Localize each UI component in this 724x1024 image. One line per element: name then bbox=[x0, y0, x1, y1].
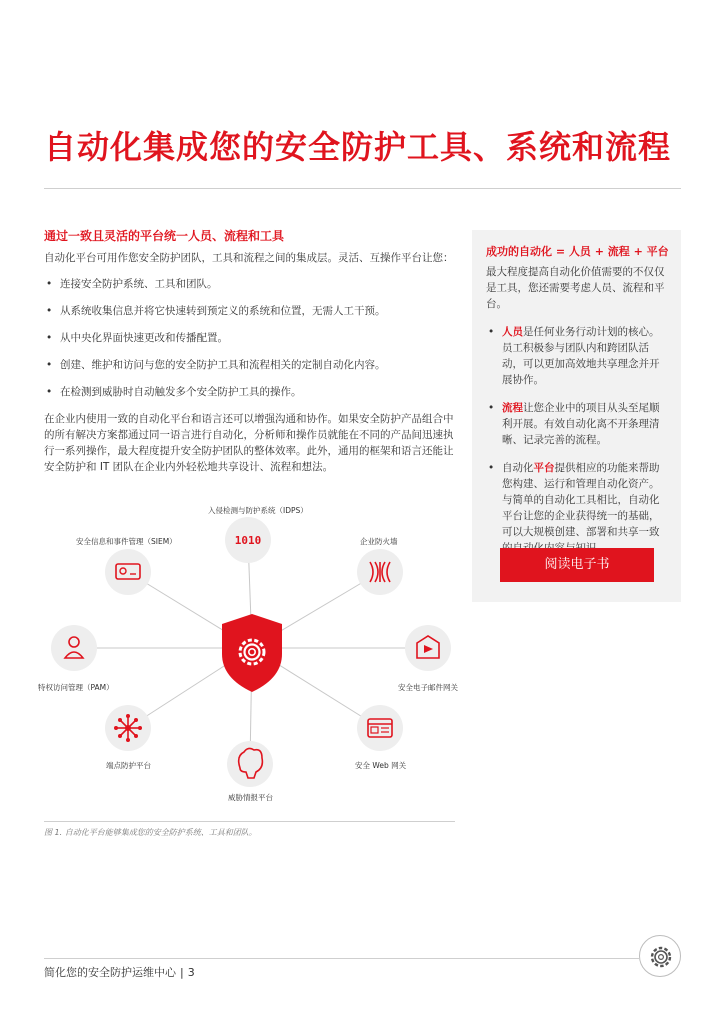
node-label-siem: 安全信息和事件管理（SIEM） bbox=[76, 537, 177, 546]
sidebar-item-process bbox=[486, 400, 667, 448]
list-item: • 在检测到威胁时自动触发多个安全防护工具的操作。 bbox=[44, 384, 456, 400]
svg-text:1010: 1010 bbox=[234, 534, 262, 547]
sidebar-callout bbox=[472, 230, 681, 602]
footer-divider bbox=[44, 958, 639, 959]
page-footer bbox=[44, 964, 195, 980]
section-subhead: 通过一致且灵活的平台统一人员、流程和工具 bbox=[44, 229, 285, 243]
footer-title: 简化您的安全防护运维中心 bbox=[44, 966, 176, 979]
page-number: 3 bbox=[187, 966, 195, 979]
emphasis-platform: 平台 bbox=[533, 462, 555, 474]
node-label-idps: 入侵检测与防护系统（IDPS） bbox=[208, 506, 308, 515]
sidebar-item-text: 让您企业中的项目从头至尾顺利开展。有效自动化离不开条理清晰、记录完善的流程。 bbox=[502, 402, 660, 446]
firewall-icon bbox=[357, 549, 403, 595]
siem-icon bbox=[105, 549, 151, 595]
sidebar-item-text: 是任何业务行动计划的核心。员工积极参与团队内和跨团队活动，可以更加高效地共享理念并开展协作。 bbox=[502, 326, 660, 386]
node-label-endpoint: 端点防护平台 bbox=[106, 761, 151, 770]
page-title: 自动化集成您的安全防护工具、系统和流程 bbox=[44, 128, 672, 166]
node-label-firewall: 企业防火墙 bbox=[360, 537, 398, 546]
sidebar-item-prefix: 自动化 bbox=[502, 462, 534, 474]
list-item: • 从系统收集信息并将它快速转到预定义的系统和位置，无需人工干预。 bbox=[44, 303, 456, 319]
list-item: • 创建、维护和访问与您的安全防护工具和流程相关的定制自动化内容。 bbox=[44, 357, 456, 373]
sidebar-item-people bbox=[486, 324, 667, 388]
intro-text: 自动化平台可用作您安全防护团队，工具和流程之间的集成层。灵活、互操作平台让您： bbox=[44, 252, 454, 264]
integration-diagram bbox=[30, 496, 460, 806]
automation-platform-shield-icon bbox=[222, 614, 282, 692]
emphasis-process: 流程 bbox=[502, 402, 523, 414]
threat-intel-icon bbox=[227, 741, 273, 787]
footer-separator: | bbox=[180, 966, 184, 979]
node-label-email: 安全电子邮件网关 bbox=[398, 683, 458, 692]
pam-icon bbox=[51, 625, 97, 671]
node-label-threat: 威胁情报平台 bbox=[228, 793, 273, 802]
gear-icon bbox=[640, 936, 682, 978]
title-divider bbox=[44, 188, 681, 189]
email-gateway-icon bbox=[405, 625, 451, 671]
emphasis-people: 人员 bbox=[502, 326, 523, 338]
idps-icon bbox=[225, 517, 271, 563]
read-ebook-button[interactable]: 阅读电子书 bbox=[500, 548, 654, 582]
list-item: • 连接安全防护系统、工具和团队。 bbox=[44, 276, 456, 292]
list-item: • 从中央化界面快速更改和传播配置。 bbox=[44, 330, 456, 346]
endpoint-protection-icon bbox=[105, 705, 151, 751]
caption-divider bbox=[44, 821, 455, 822]
web-gateway-icon bbox=[357, 705, 403, 751]
node-label-pam: 特权访问管理（PAM） bbox=[38, 683, 114, 692]
main-content bbox=[44, 228, 456, 475]
benefit-list bbox=[44, 276, 456, 400]
sidebar-intro: 最大程度提高自动化价值需要的不仅仅是工具，您还需要考虑人员、流程和平台。 bbox=[486, 266, 665, 310]
sidebar-list bbox=[486, 324, 667, 556]
body-paragraph: 在企业内使用一致的自动化平台和语言还可以增强沟通和协作。如果安全防护产品组合中的所有解决方案都通过同一语言进行自动化，分析师和操作员就能在不同的产品间迅速执行一系列操作，最大程度提升安全防护团队的整体效率。此外，通用的框架和语言还能让安全防护和 IT 团队在企业内外轻松地共享设计、流程和想法。 bbox=[44, 413, 454, 473]
sidebar-item-platform bbox=[486, 460, 667, 556]
sidebar-title: 成功的自动化 = 人员 + 流程 + 平台 bbox=[486, 245, 669, 258]
figure-caption: 图 1. 自动化平台能够集成您的安全防护系统、工具和团队。 bbox=[44, 828, 257, 837]
node-label-web: 安全 Web 网关 bbox=[355, 761, 407, 770]
gear-badge-icon bbox=[639, 935, 681, 977]
sidebar-item-text: 提供相应的功能来帮助您构建、运行和管理自动化资产。与简单的自动化工具相比，自动化平台让您的企业获得统一的基础，可以大规模创建、部署和共享一致 bbox=[502, 462, 660, 538]
